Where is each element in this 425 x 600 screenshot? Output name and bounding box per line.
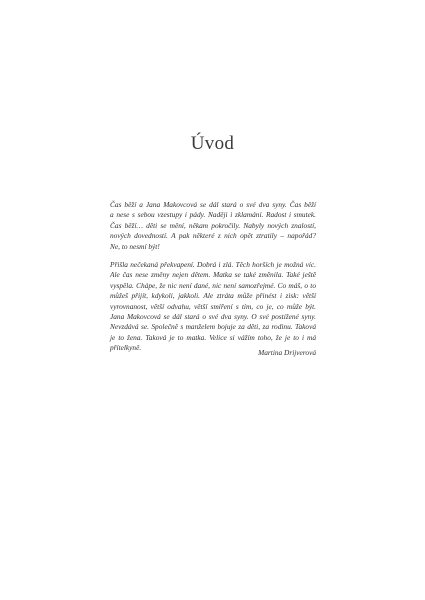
paragraph-1-line: a nese s sebou vzestupy i pády. Naději i zklamání. Radost i smutek. xyxy=(110,210,316,220)
paragraph-2-line: vyspěla. Chápe, že nic není dané, nic není samozřejmé. Co máš, o to xyxy=(110,280,316,290)
paragraph-1-line: Čas běží a Jana Makovcová se dál stará o své dva syny. Čas běží xyxy=(110,200,316,209)
paragraph-2-line: Přišla nečekaná překvapení. Dobrá i zlá. Těch horších je možná víc. xyxy=(110,260,316,269)
paragraph-1-line: Ne, to nesmí být! xyxy=(110,241,160,251)
paragraph-2-line: můžeš přijít, kdykoli, jakkoli. Ale ztráta může přinést i zisk: větší xyxy=(110,291,316,301)
paragraph-2-line: je to žena. Taková je to matka. Velice si vážím toho, že je to i má xyxy=(110,332,316,342)
author-signature: Martina Drijverová xyxy=(258,348,316,357)
paragraph-1-line: nových dovedností. A pak některé z nich opět ztratily – napořád? xyxy=(110,231,316,241)
paragraph-2-line: Ale čas nese změny nejen dětem. Matka se také změnila. Také ještě xyxy=(110,270,316,280)
paragraph-2-line: Nevzdává se. Společně s manželem bojuje za děti, za rodinu. Taková xyxy=(110,322,316,332)
paragraph-2-line: přítelkyně. xyxy=(110,343,142,353)
paragraph-2 xyxy=(110,260,316,354)
paragraph-2-line: Jana Makovcová se dál stará o své dva syny. O své postižené syny. xyxy=(110,312,316,322)
paragraph-2-line: vyrovnanost, větší odvahu, větší smíření s tím, co je, co může být. xyxy=(110,301,316,311)
page-title: Úvod xyxy=(190,133,235,154)
paragraph-1-line: Čas běží… děti se mění, někam pokročily. Nabyly nových znalostí, xyxy=(110,220,316,230)
paragraph-1 xyxy=(110,200,316,252)
